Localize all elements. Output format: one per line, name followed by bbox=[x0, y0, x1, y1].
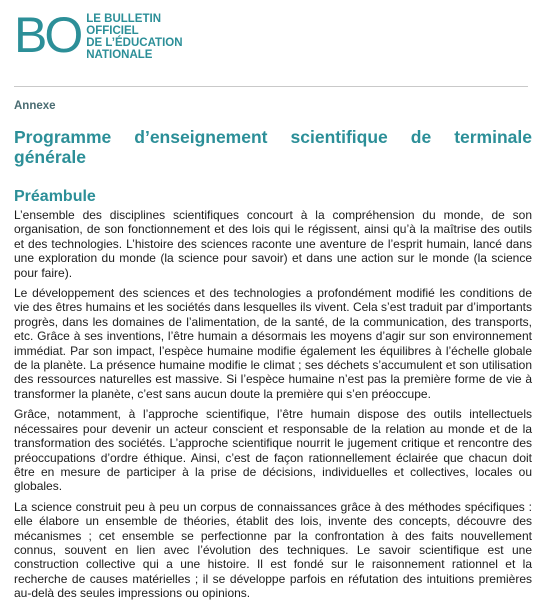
annex-label: Annexe bbox=[14, 100, 56, 112]
document-body bbox=[14, 208, 532, 607]
body-paragraph: Le développement des sciences et des technologies a profondément modifié les conditions de vie des êtres humains et les sociétés dans lesquelles ils vivent. Cela s’est traduit par d’importants progrès, dans les domaines de l’alimentation, de la santé, de la communication, des transports, etc. Grâce à ses inventions, l’être humain a désormais les moyens d’agir sur son environnement immédiat. Par son impact, l’espèce humaine modifie également les équilibres à l’échelle globale de la planète. La présence humaine modifie le climat ; ses déchets s’accumulent et son utilisation des ressources naturelles est massive. Si l’espèce humaine n’est pas la première forme de vie à transformer la planète, c’est sans aucun doute la première qui s’en préoccupe. bbox=[14, 286, 532, 401]
header-divider bbox=[14, 86, 528, 87]
bulletin-officiel-logo bbox=[14, 7, 183, 63]
body-paragraph: L’ensemble des disciplines scientifiques concourt à la compréhension du monde, de son organisation, de son fonctionnement et des lois qui le régissent, ainsi qu’à la maîtrise des outils et des technologies. L’histoire des sciences raconte une aventure de l’esprit humain, lancé dans une exploration du monde (la science pour savoir) et dans une action sur le monde (la science pour faire). bbox=[14, 208, 532, 280]
logo-line: LE BULLETIN bbox=[86, 13, 161, 25]
logo-line: OFFICIEL bbox=[86, 25, 139, 37]
logo-text bbox=[86, 13, 182, 61]
body-paragraph: La science construit peu à peu un corpus de connaissances grâce à des méthodes spécifiques : elle élabore un ensemble de théories, établit des lois, invente des concepts, découvre des mécanismes ; cet ensemble se perfectionne par la confrontation à des faits nouvellement connus, souvent en lien avec l’évolution des techniques. Le savoir scientifique est une construction collective qui a une histoire. Il est fondé sur le raisonnement rationnel et la recherche de causes matérielles ; il se développe parfois en réfutation des intuitions premières au-delà des seules impressions ou opinions. bbox=[14, 499, 532, 601]
body-paragraph: Grâce, notamment, à l’approche scientifique, l’être humain dispose des outils intellectuels nécessaires pour devenir un acteur conscient et responsable de la relation au monde et de la transformation des sociétés. L’approche scientifique nourrit le jugement critique et rencontre des préoccupations d’ordre éthique. Ainsi, c’est de façon rationnellement éclairée que chacun doit être en mesure de participer à la prise de décisions, individuelles et collectives, locales ou globales. bbox=[14, 407, 532, 494]
section-title: Préambule bbox=[14, 188, 96, 205]
document-title: Programme d’enseignement scientifique de terminale générale bbox=[14, 127, 532, 167]
logo-mark: BO bbox=[14, 7, 81, 63]
logo-line: NATIONALE bbox=[86, 49, 153, 61]
logo-line: DE L’ÉDUCATION bbox=[86, 37, 183, 49]
